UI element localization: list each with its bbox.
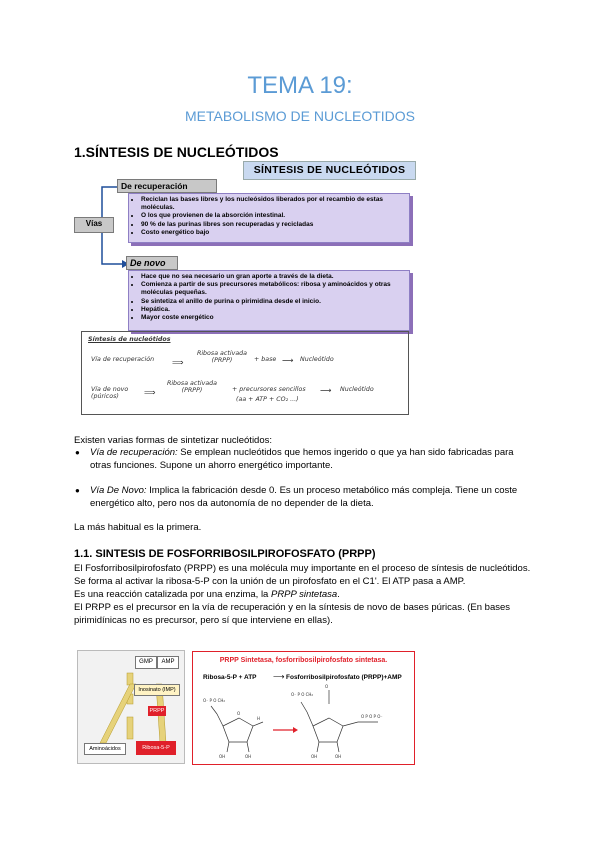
row1-label: Vía de recuperación	[91, 356, 155, 363]
list-item: • Costo energético bajo	[141, 229, 405, 237]
aminoacidos-box: Aminoácidos	[84, 743, 126, 755]
arrow-right-icon: ⟹	[172, 358, 184, 367]
list-item: • Mayor coste energético	[141, 314, 405, 322]
vias-label: Vías	[74, 217, 114, 233]
arrow-right-icon: ⟶	[282, 356, 294, 365]
gmp-box: GMP	[135, 656, 157, 669]
svg-text:O: O	[237, 711, 241, 716]
bullet-text: Implica la fabricación desde 0. Es un proceso metabólico más compleja. Tiene un coste energético alto, pero nos da autonomía de no depender de la dieta.	[90, 485, 518, 509]
svg-text:H: H	[257, 716, 261, 721]
svg-text:O P O P O⁻: O P O P O⁻	[361, 714, 383, 719]
paragraph	[74, 588, 534, 601]
prpp-pathway-figure	[77, 650, 185, 764]
molecule-structures	[193, 684, 414, 764]
enzyme-name: PRPP sintetasa	[270, 589, 338, 600]
svg-text:OH: OH	[335, 754, 342, 759]
text-span: .	[337, 589, 340, 600]
notes-title: Síntesis de nucleótidos	[88, 336, 171, 343]
arrow-right-icon: ⟶	[320, 386, 332, 395]
intro-text: Existen varias formas de sintetizar nucleótidos:	[74, 435, 273, 446]
arrow-right-icon: ⟶	[273, 672, 285, 681]
paragraph: El PRPP es el precursor en la vía de recuperación y en la síntesis de novo de bases púricas. (En bases pirimidínicas no es precursor, pero sí que interviene en ellas).	[74, 602, 511, 626]
imp-box: Inosinato (IMP)	[134, 684, 180, 696]
closing-text: La más habitual es la primera.	[74, 522, 202, 533]
prpp-text	[74, 562, 534, 627]
list-item: • O los que provienen de la absorción intestinal.	[141, 212, 405, 220]
row2-plus: + precursores sencillos	[232, 386, 306, 393]
list-item	[74, 484, 534, 510]
row2-label: Vía de novo (púricos)	[91, 386, 129, 400]
arrow-right-icon: ⟹	[144, 388, 156, 397]
list-item: • Comienza a partir de sus precursores metabólicos: ribosa y aminoácidos y otras moléculas pequeñas.	[141, 281, 405, 297]
list-item: • 90 % de las purinas libres son recuperadas y recicladas	[141, 221, 405, 229]
row1-mid: Ribosa activada (PRPP)	[196, 350, 248, 364]
paragraph: Se forma al activar la ribosa-5-P con la unión de un pirofosfato en el C1'. El ATP pasa a AMP.	[74, 576, 466, 587]
row1-result: Nucleótido	[300, 356, 334, 363]
reaction-title: PRPP Sintetasa, fosforribosilpirofosfato sintetasa.	[219, 657, 388, 664]
handwritten-notes	[81, 331, 409, 415]
subsection-heading: 1.1. SINTESIS DE FOSFORRIBOSILPIROFOSFATO (PRPP)	[74, 548, 376, 560]
page-title: TEMA 19:	[247, 72, 353, 99]
row2-result: Nucleótido	[340, 386, 374, 393]
diagram-banner: SÍNTESIS DE NUCLEÓTIDOS	[243, 161, 416, 180]
page-subtitle: METABOLISMO DE NUCLEOTIDOS	[185, 108, 415, 124]
bullet-term: Vía De Novo:	[90, 485, 147, 496]
svg-text:OH: OH	[245, 754, 252, 759]
reactant: Ribosa-5-P + ATP	[203, 674, 257, 681]
text-span: Es una reacción catalizada por una enzima, la	[74, 589, 271, 600]
prpp-box: PRPP	[149, 708, 165, 714]
row2-mid: Ribosa activada (PRPP)	[166, 380, 218, 394]
bullet-text: Se emplean nucleótidos que hemos ingerido o que ya han sido fabricadas para otras funciones. Supone un ahorro energético importante.	[90, 447, 514, 471]
synthesis-diagram	[74, 161, 414, 423]
prpp-reaction-figure	[192, 651, 415, 765]
svg-text:O: O	[325, 684, 329, 689]
section-heading: 1.SÍNTESIS DE NUCLEÓTIDOS	[74, 144, 279, 160]
row2-sub: (aa + ATP + CO₂ ...)	[236, 396, 299, 403]
amp-box: AMP	[157, 656, 179, 669]
svg-text:O⁻ P O CH₂: O⁻ P O CH₂	[203, 698, 226, 703]
novo-label: De novo	[126, 256, 178, 270]
recuperacion-label: De recuperación	[117, 179, 217, 193]
svg-text:OH: OH	[311, 754, 318, 759]
paragraph: El Fosforribosilpirofosfato (PRPP) es una molécula muy importante en el proceso de síntesis de nucleótidos.	[74, 563, 531, 574]
methods-list	[74, 446, 534, 522]
list-item: • Hace que no sea necesario un gran aporte a través de la dieta.	[141, 273, 405, 281]
svg-text:OH: OH	[219, 754, 226, 759]
ribosa-box: Ribosa-5-P	[136, 741, 176, 755]
list-item: • Se sintetiza el anillo de purina o pirimidina desde el inicio.	[141, 298, 405, 306]
row1-plus: + base	[254, 356, 277, 363]
svg-text:O⁻ P O CH₂: O⁻ P O CH₂	[291, 692, 314, 697]
list-item: • Reciclan las bases libres y los nucleósidos liberados por el recambio de estas moléculas.	[141, 196, 405, 212]
list-item: • Hepática.	[141, 306, 405, 314]
recuperacion-list	[128, 193, 410, 243]
product: Fosforribosilpirofosfato (PRPP)+AMP	[286, 674, 402, 681]
novo-list	[128, 270, 410, 331]
list-item	[74, 446, 534, 472]
bullet-term: Vía de recuperación:	[90, 447, 178, 458]
